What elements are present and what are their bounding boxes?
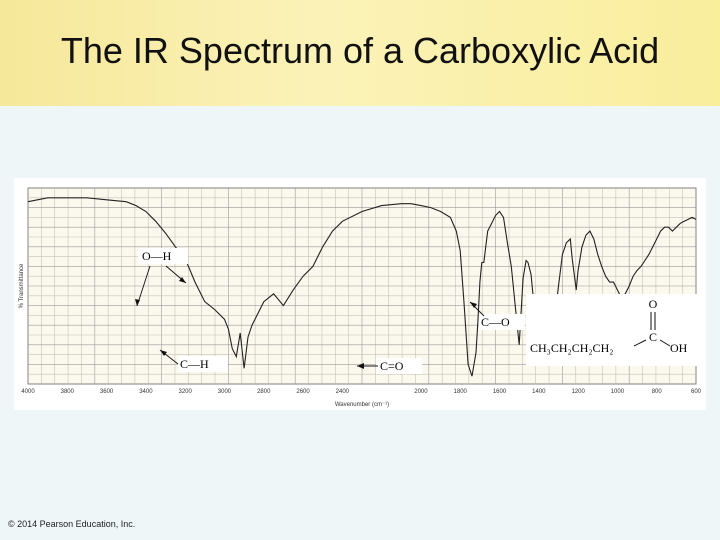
x-tick-label: 600 <box>690 389 702 395</box>
x-tick-label: 1200 <box>571 389 585 395</box>
annotation-oh: O—H <box>142 249 172 263</box>
x-tick-label: 3000 <box>217 389 232 395</box>
ir-spectrum-chart <box>14 178 706 410</box>
structure-chain: CH₃CH₂CH₂CH₂ <box>530 341 614 355</box>
annotation-c-double-o: C=O <box>380 359 404 373</box>
x-tick-label: 1800 <box>453 389 467 395</box>
x-tick-label: 1000 <box>610 389 625 395</box>
x-tick-label: 2800 <box>257 389 271 395</box>
x-tick-label: 3400 <box>139 389 153 395</box>
x-tick-label: 3600 <box>99 389 114 395</box>
structure-carbon: C <box>648 330 658 344</box>
x-tick-label: 2400 <box>335 389 350 395</box>
structure-hydroxyl: OH <box>670 341 688 355</box>
x-axis-label: Wavenumber (cm⁻¹) <box>334 402 390 408</box>
x-tick-label: 1600 <box>492 389 507 395</box>
slide-title: The IR Spectrum of a Carboxylic Acid <box>60 30 660 71</box>
annotation-ch: C—H <box>180 357 209 371</box>
title-bar <box>0 0 720 106</box>
x-tick-label: 800 <box>651 389 662 395</box>
structure-carbonyl-o: O <box>648 297 658 311</box>
x-tick-label: 4000 <box>21 389 35 395</box>
x-tick-label: 3200 <box>178 389 192 395</box>
y-axis-label: % Transmittance <box>19 263 25 309</box>
x-tick-label: 2600 <box>296 389 310 395</box>
x-tick-label: 1400 <box>532 389 546 395</box>
copyright-notice: © 2014 Pearson Education, Inc. <box>8 519 136 529</box>
x-tick-label: 3800 <box>60 389 74 395</box>
x-tick-label: 2000 <box>414 389 428 395</box>
structure-box <box>526 294 698 366</box>
annotation-c-o: C—O <box>481 315 510 329</box>
